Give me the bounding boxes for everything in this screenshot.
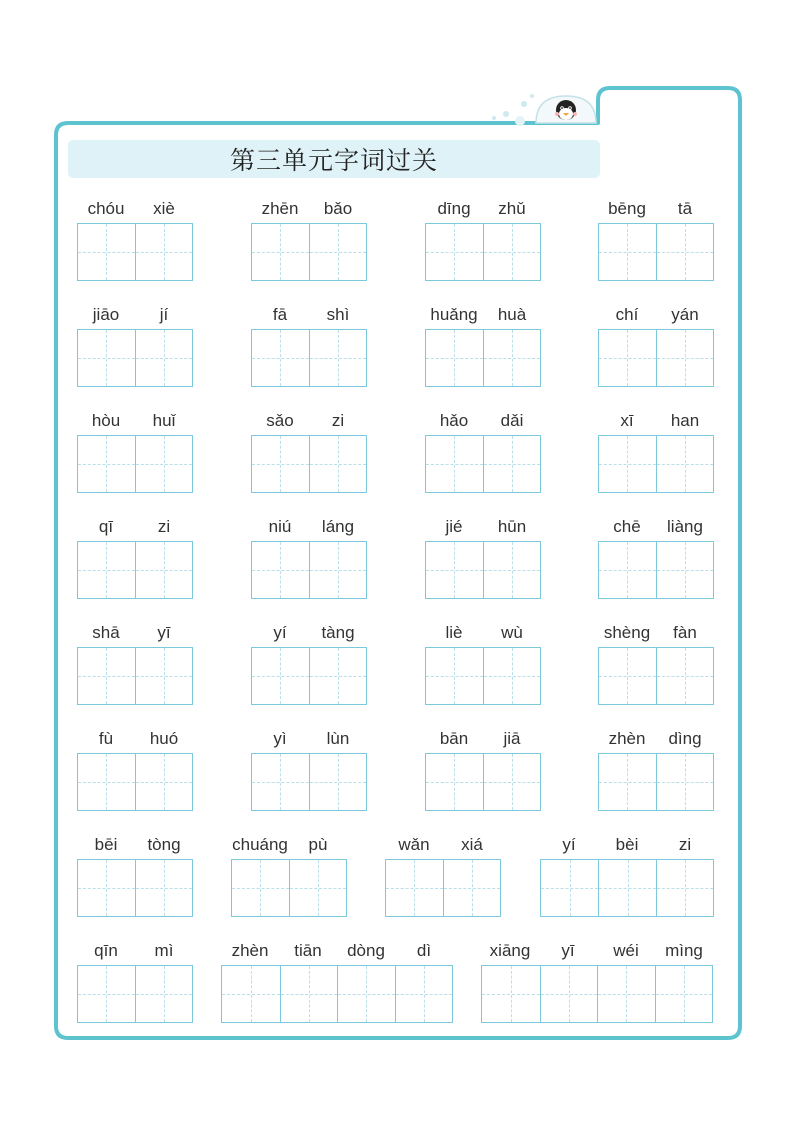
- pinyin-label: huǐ: [152, 411, 176, 430]
- pinyin-label: zhèn: [231, 941, 269, 960]
- pinyin-row: [385, 833, 501, 857]
- pinyin-row: [231, 833, 347, 857]
- tianzige-cell[interactable]: [135, 966, 192, 1022]
- pinyin-label: pù: [308, 835, 328, 854]
- pinyin-label: tàng: [321, 623, 355, 642]
- word-item: [598, 727, 714, 811]
- writing-boxes: [251, 753, 367, 811]
- tianzige-cell[interactable]: [252, 330, 309, 386]
- pinyin-label: zi: [678, 835, 692, 854]
- pinyin-row: [251, 515, 367, 539]
- tianzige-cell[interactable]: [337, 966, 395, 1022]
- tianzige-cell[interactable]: [541, 860, 598, 916]
- word-item: [251, 303, 367, 387]
- pinyin-row: [598, 515, 714, 539]
- pinyin-label: tiān: [294, 941, 322, 960]
- pinyin-label: wéi: [613, 941, 639, 960]
- writing-boxes: [77, 223, 193, 281]
- pinyin-row: [77, 197, 193, 221]
- pinyin-label: xī: [620, 411, 634, 430]
- pinyin-label: huǎng: [430, 305, 478, 324]
- pinyin-label: shā: [92, 623, 120, 642]
- pinyin-label: dīng: [437, 199, 471, 218]
- pinyin-label: yí: [562, 835, 576, 854]
- tianzige-cell[interactable]: [232, 860, 289, 916]
- pinyin-label: fù: [98, 729, 114, 748]
- page-title: 第三单元字词过关: [229, 146, 438, 175]
- pinyin-row: [598, 197, 714, 221]
- word-item: [251, 621, 367, 705]
- pinyin-row: [425, 621, 541, 645]
- pinyin-label: qī: [98, 517, 114, 536]
- pinyin-row: [221, 939, 453, 963]
- writing-boxes: [598, 541, 714, 599]
- writing-boxes: [77, 329, 193, 387]
- tianzige-cell[interactable]: [78, 860, 135, 916]
- pinyin-label: shì: [326, 305, 350, 324]
- tianzige-cell[interactable]: [599, 754, 656, 810]
- tianzige-cell[interactable]: [78, 330, 135, 386]
- word-item: [251, 727, 367, 811]
- pinyin-row: [251, 303, 367, 327]
- pinyin-label: lùn: [326, 729, 350, 748]
- pinyin-label: bān: [439, 729, 469, 748]
- pinyin-row: [481, 939, 713, 963]
- pinyin-label: láng: [321, 517, 355, 536]
- tianzige-cell[interactable]: [309, 224, 366, 280]
- pinyin-label: chí: [615, 305, 639, 324]
- tianzige-cell[interactable]: [135, 330, 192, 386]
- pinyin-label: han: [670, 411, 700, 430]
- writing-boxes: [425, 329, 541, 387]
- tianzige-cell[interactable]: [597, 966, 655, 1022]
- pinyin-label: wǎn: [398, 835, 430, 854]
- writing-boxes: [77, 647, 193, 705]
- tianzige-cell[interactable]: [78, 754, 135, 810]
- tianzige-cell[interactable]: [78, 648, 135, 704]
- tianzige-cell[interactable]: [598, 860, 655, 916]
- pinyin-label: bēi: [94, 835, 118, 854]
- tianzige-cell[interactable]: [309, 648, 366, 704]
- pinyin-row: [598, 727, 714, 751]
- word-item: [251, 515, 367, 599]
- pinyin-label: dǎi: [500, 411, 524, 430]
- pinyin-label: tòng: [147, 835, 181, 854]
- tianzige-cell[interactable]: [280, 966, 338, 1022]
- writing-boxes: [251, 541, 367, 599]
- tianzige-cell[interactable]: [252, 542, 309, 598]
- pinyin-label: yán: [671, 305, 699, 324]
- pinyin-label: yī: [157, 623, 171, 642]
- pinyin-row: [598, 621, 714, 645]
- pinyin-row: [77, 303, 193, 327]
- tianzige-cell[interactable]: [252, 224, 309, 280]
- writing-boxes: [77, 541, 193, 599]
- pinyin-label: zhèn: [608, 729, 646, 748]
- word-item: [251, 409, 367, 493]
- word-item: [425, 303, 541, 387]
- pinyin-label: xiāng: [489, 941, 531, 960]
- pinyin-row: [251, 409, 367, 433]
- tianzige-cell[interactable]: [656, 224, 713, 280]
- pinyin-row: [425, 409, 541, 433]
- tianzige-cell[interactable]: [78, 224, 135, 280]
- word-item: [385, 833, 501, 917]
- pinyin-label: xiá: [461, 835, 483, 854]
- writing-boxes: [77, 859, 193, 917]
- writing-boxes: [425, 753, 541, 811]
- writing-boxes: [77, 435, 193, 493]
- pinyin-label: niú: [268, 517, 292, 536]
- pinyin-row: [251, 621, 367, 645]
- pinyin-label: bēng: [608, 199, 646, 218]
- writing-boxes: [598, 329, 714, 387]
- word-item: [77, 515, 193, 599]
- tianzige-cell[interactable]: [135, 648, 192, 704]
- tianzige-cell[interactable]: [540, 966, 598, 1022]
- writing-boxes: [425, 223, 541, 281]
- writing-boxes: [77, 965, 193, 1023]
- writing-boxes: [425, 647, 541, 705]
- pinyin-label: jiāo: [92, 305, 120, 324]
- word-item: [77, 197, 193, 281]
- pinyin-label: mìng: [665, 941, 703, 960]
- tianzige-cell[interactable]: [426, 542, 483, 598]
- tianzige-cell[interactable]: [656, 436, 713, 492]
- tianzige-cell[interactable]: [309, 330, 366, 386]
- pinyin-row: [77, 727, 193, 751]
- pinyin-label: dìng: [668, 729, 702, 748]
- tianzige-cell[interactable]: [599, 648, 656, 704]
- pinyin-label: zi: [331, 411, 345, 430]
- pinyin-row: [251, 197, 367, 221]
- pinyin-label: chē: [613, 517, 641, 536]
- pinyin-label: jiā: [503, 729, 521, 748]
- pinyin-label: bèi: [615, 835, 639, 854]
- word-item: [425, 727, 541, 811]
- tianzige-cell[interactable]: [483, 436, 540, 492]
- tianzige-cell[interactable]: [656, 754, 713, 810]
- tianzige-cell[interactable]: [135, 542, 192, 598]
- word-item: [425, 621, 541, 705]
- tianzige-cell[interactable]: [426, 754, 483, 810]
- tianzige-cell[interactable]: [135, 436, 192, 492]
- pinyin-label: jí: [159, 305, 169, 324]
- tianzige-cell[interactable]: [656, 542, 713, 598]
- tianzige-cell[interactable]: [483, 648, 540, 704]
- word-item: [425, 515, 541, 599]
- tianzige-cell[interactable]: [656, 648, 713, 704]
- pinyin-label: chóu: [87, 199, 125, 218]
- writing-boxes: [221, 965, 453, 1023]
- pinyin-row: [77, 621, 193, 645]
- tianzige-cell[interactable]: [78, 436, 135, 492]
- writing-boxes: [481, 965, 713, 1023]
- pinyin-row: [425, 727, 541, 751]
- word-item: [77, 621, 193, 705]
- tianzige-cell[interactable]: [386, 860, 443, 916]
- tianzige-cell[interactable]: [135, 860, 192, 916]
- tianzige-cell[interactable]: [483, 754, 540, 810]
- pinyin-label: yì: [273, 729, 287, 748]
- tianzige-cell[interactable]: [135, 224, 192, 280]
- tianzige-cell[interactable]: [135, 754, 192, 810]
- tianzige-cell[interactable]: [309, 436, 366, 492]
- pinyin-row: [77, 409, 193, 433]
- pinyin-label: zi: [157, 517, 171, 536]
- tianzige-cell[interactable]: [222, 966, 280, 1022]
- pinyin-label: dì: [416, 941, 432, 960]
- tianzige-cell[interactable]: [78, 966, 135, 1022]
- pinyin-label: tā: [677, 199, 693, 218]
- writing-boxes: [425, 435, 541, 493]
- pinyin-label: yí: [273, 623, 287, 642]
- writing-boxes: [251, 223, 367, 281]
- pinyin-label: bǎo: [323, 199, 353, 218]
- tianzige-cell[interactable]: [252, 436, 309, 492]
- writing-boxes: [251, 435, 367, 493]
- writing-boxes: [251, 647, 367, 705]
- tianzige-cell[interactable]: [482, 966, 540, 1022]
- writing-boxes: [540, 859, 714, 917]
- writing-boxes: [598, 223, 714, 281]
- word-item: [598, 515, 714, 599]
- tianzige-cell[interactable]: [289, 860, 346, 916]
- pinyin-label: xiè: [153, 199, 175, 218]
- pinyin-label: qīn: [94, 941, 118, 960]
- pinyin-row: [598, 409, 714, 433]
- word-item: [598, 621, 714, 705]
- writing-boxes: [385, 859, 501, 917]
- tianzige-cell[interactable]: [656, 860, 713, 916]
- tianzige-cell[interactable]: [599, 224, 656, 280]
- pinyin-label: hūn: [497, 517, 527, 536]
- tianzige-cell[interactable]: [599, 330, 656, 386]
- tianzige-cell[interactable]: [309, 754, 366, 810]
- pinyin-label: jié: [445, 517, 463, 536]
- pinyin-label: dòng: [347, 941, 385, 960]
- tianzige-cell[interactable]: [426, 436, 483, 492]
- writing-boxes: [251, 329, 367, 387]
- pinyin-label: sǎo: [266, 411, 294, 430]
- word-item: [221, 939, 453, 1023]
- pinyin-label: fàn: [673, 623, 697, 642]
- pinyin-label: hòu: [91, 411, 121, 430]
- word-item: [598, 197, 714, 281]
- tianzige-cell[interactable]: [395, 966, 453, 1022]
- pinyin-label: huà: [497, 305, 527, 324]
- pinyin-label: liàng: [667, 517, 703, 536]
- word-item: [77, 939, 193, 1023]
- word-item: [598, 303, 714, 387]
- writing-boxes: [598, 753, 714, 811]
- tianzige-cell[interactable]: [252, 648, 309, 704]
- pinyin-row: [540, 833, 714, 857]
- tianzige-cell[interactable]: [599, 542, 656, 598]
- word-item: [481, 939, 713, 1023]
- tianzige-cell[interactable]: [483, 330, 540, 386]
- tianzige-cell[interactable]: [443, 860, 500, 916]
- pinyin-row: [77, 515, 193, 539]
- tianzige-cell[interactable]: [483, 542, 540, 598]
- pinyin-label: mì: [154, 941, 174, 960]
- writing-boxes: [425, 541, 541, 599]
- tianzige-cell[interactable]: [78, 542, 135, 598]
- word-item: [598, 409, 714, 493]
- pinyin-label: zhēn: [261, 199, 299, 218]
- word-item: [540, 833, 714, 917]
- tianzige-cell[interactable]: [426, 648, 483, 704]
- tianzige-cell[interactable]: [656, 330, 713, 386]
- tianzige-cell[interactable]: [426, 224, 483, 280]
- writing-boxes: [598, 647, 714, 705]
- word-item: [231, 833, 347, 917]
- pinyin-row: [251, 727, 367, 751]
- word-item: [77, 409, 193, 493]
- word-item: [77, 833, 193, 917]
- pinyin-row: [77, 833, 193, 857]
- word-item: [77, 727, 193, 811]
- tianzige-cell[interactable]: [655, 966, 713, 1022]
- pinyin-row: [77, 939, 193, 963]
- pinyin-label: shèng: [603, 623, 651, 642]
- tianzige-cell[interactable]: [483, 224, 540, 280]
- tianzige-cell[interactable]: [309, 542, 366, 598]
- word-item: [425, 197, 541, 281]
- word-item: [425, 409, 541, 493]
- pinyin-row: [425, 515, 541, 539]
- pinyin-label: yī: [561, 941, 575, 960]
- pinyin-row: [425, 303, 541, 327]
- word-item: [251, 197, 367, 281]
- word-item: [77, 303, 193, 387]
- pinyin-label: hǎo: [439, 411, 469, 430]
- pinyin-label: fā: [272, 305, 288, 324]
- pinyin-label: wù: [501, 623, 523, 642]
- pinyin-row: [425, 197, 541, 221]
- writing-boxes: [231, 859, 347, 917]
- pinyin-label: huó: [149, 729, 179, 748]
- pinyin-label: zhǔ: [498, 199, 526, 218]
- tianzige-cell[interactable]: [252, 754, 309, 810]
- writing-boxes: [598, 435, 714, 493]
- tianzige-cell[interactable]: [426, 330, 483, 386]
- pinyin-row: [598, 303, 714, 327]
- writing-boxes: [77, 753, 193, 811]
- pinyin-label: chuáng: [232, 835, 288, 854]
- tianzige-cell[interactable]: [599, 436, 656, 492]
- pinyin-label: liè: [445, 623, 463, 642]
